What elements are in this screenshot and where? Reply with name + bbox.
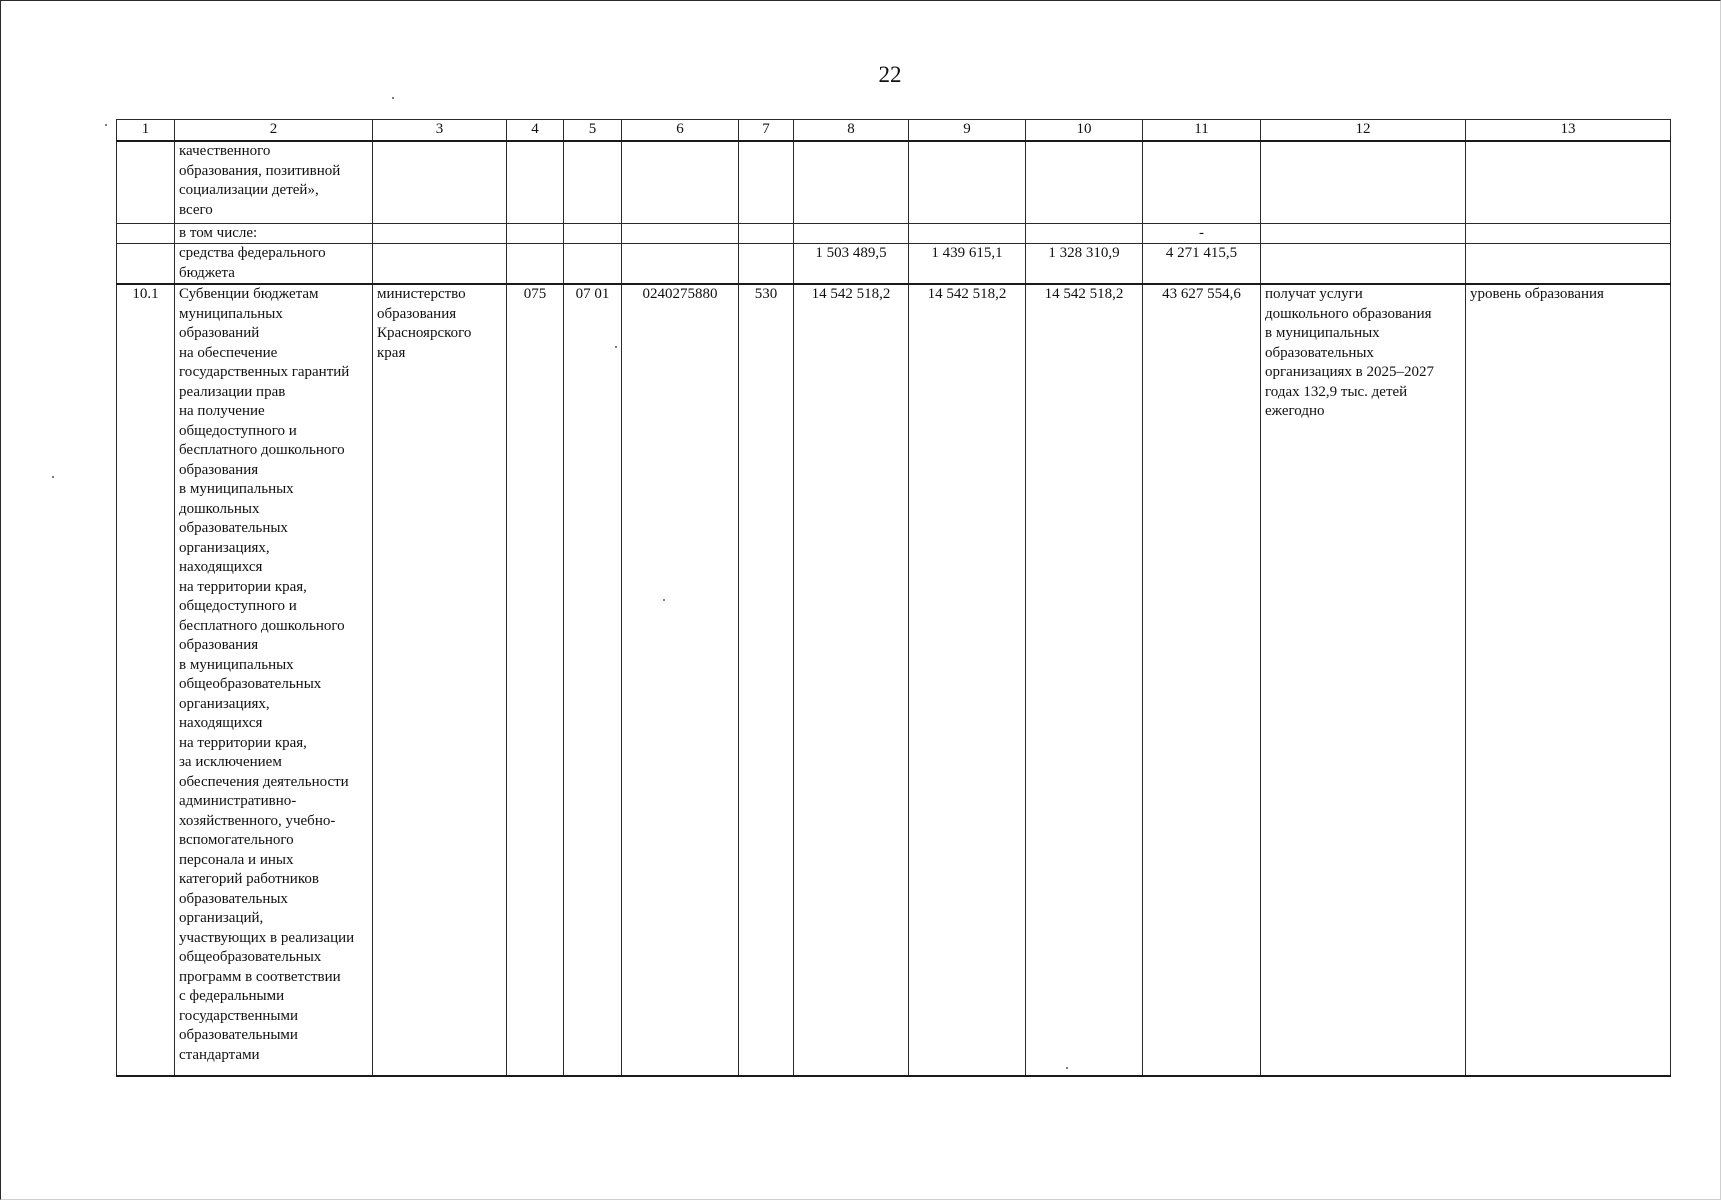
table-cell: [622, 141, 739, 224]
description-line: программ в соответствии: [179, 968, 341, 985]
description-line: бюджета: [179, 264, 235, 281]
amount-2025-cell: 1 503 489,5: [794, 244, 909, 285]
table-cell: [794, 141, 909, 224]
table-cell: [1261, 224, 1466, 244]
description-line: образований: [179, 325, 260, 341]
executor-cell: [373, 284, 507, 1076]
table-cell: [564, 224, 622, 244]
description-line: административно-: [179, 793, 297, 809]
column-header: 6: [622, 120, 739, 142]
table-cell: [564, 244, 622, 285]
description-line: вспомогательного: [179, 832, 294, 848]
table-cell: [373, 244, 507, 285]
scan-speck: [105, 124, 107, 126]
table-cell: [507, 224, 564, 244]
description-line: в муниципальных: [179, 656, 294, 673]
column-header: 5: [564, 120, 622, 142]
program-activities-table: [116, 119, 1671, 1077]
description-line: на обеспечение: [179, 344, 278, 361]
table-cell: [622, 224, 739, 244]
result-line: годах 132,9 тыс. детей: [1265, 383, 1408, 400]
description-line: Субвенции бюджетам: [179, 286, 319, 302]
table-cell: [507, 141, 564, 224]
table-cell: [373, 224, 507, 244]
description-line: персонала и иных: [179, 851, 294, 868]
description-line: реализации прав: [179, 383, 286, 400]
scan-speck: [52, 476, 54, 478]
result-line: организациях в 2025–2027: [1265, 364, 1434, 380]
table-cell: [622, 244, 739, 285]
description-line: организациях,: [179, 539, 270, 556]
executor-line: края: [377, 344, 406, 361]
column-header: 4: [507, 120, 564, 142]
column-header: 3: [373, 120, 507, 142]
table-cell: [1261, 244, 1466, 285]
result-line: дошкольного образования: [1265, 305, 1432, 322]
table-cell: [1466, 224, 1671, 244]
description-cell: [175, 244, 373, 285]
item-number-cell: 10.1: [117, 284, 175, 1076]
table-cell: [117, 141, 175, 224]
result-line: ежегодно: [1265, 403, 1325, 419]
table-header-row: [117, 120, 1671, 142]
expense-type-cell: 530: [739, 284, 794, 1076]
page-number: 22: [878, 62, 902, 87]
description-line: на территории края,: [179, 734, 307, 751]
table-cell: [117, 244, 175, 285]
executor-line: Красноярского: [377, 325, 472, 341]
description-line: муниципальных: [179, 305, 283, 322]
amount-2026-cell: 1 439 615,1: [909, 244, 1026, 285]
administrator-code-cell: 075: [507, 284, 564, 1076]
description-line: государственных гарантий: [179, 364, 350, 380]
column-header: 8: [794, 120, 909, 142]
table-cell: [739, 244, 794, 285]
amount-total-cell: 43 627 554,6: [1143, 284, 1261, 1076]
description-line: участвующих в реализации: [179, 929, 355, 946]
column-header: 13: [1466, 120, 1671, 142]
description-line: обеспечения деятельности: [179, 773, 349, 790]
executor-line: министерство: [377, 286, 466, 302]
table-cell: [373, 141, 507, 224]
description-line: категорий работников: [179, 871, 319, 887]
description-line: образования, позитивной: [179, 162, 341, 179]
indicator-cell: уровень образования: [1466, 284, 1671, 1076]
amount-2025-cell: 14 542 518,2: [794, 284, 909, 1076]
column-header: 11: [1143, 120, 1261, 142]
column-header: 2: [175, 120, 373, 142]
description-line: организациях,: [179, 695, 270, 712]
table-cell: [909, 224, 1026, 244]
description-line: организаций,: [179, 910, 264, 926]
table-row-item-10-1: [117, 284, 1671, 1076]
description-cell: [175, 141, 373, 224]
table-cell: [1143, 141, 1261, 224]
description-line: общедоступного и: [179, 598, 297, 614]
description-line: государственными: [179, 1007, 298, 1024]
table-row-continuation: [117, 141, 1671, 224]
description-line: общеобразовательных: [179, 949, 322, 965]
description-line: средства федерального: [179, 245, 326, 261]
description-line: общедоступного и: [179, 422, 297, 439]
description-line: находящихся: [179, 715, 263, 731]
column-header: 10: [1026, 120, 1143, 142]
table-cell: [507, 244, 564, 285]
table-row-including: [117, 224, 1671, 244]
description-line: на территории края,: [179, 578, 307, 595]
description-line: образовательных: [179, 520, 288, 536]
total-dash-cell: -: [1143, 224, 1261, 244]
table-row-federal-budget: [117, 244, 1671, 285]
amount-2027-cell: 1 328 310,9: [1026, 244, 1143, 285]
description-line: с федеральными: [179, 988, 285, 1004]
table-cell: [1466, 244, 1671, 285]
description-line: социализации детей»,: [179, 182, 319, 198]
description-line: образовательных: [179, 890, 288, 907]
target-article-cell: 0240275880: [622, 284, 739, 1076]
column-header: 7: [739, 120, 794, 142]
description-line: бесплатного дошкольного: [179, 617, 345, 634]
description-line: общеобразовательных: [179, 676, 322, 692]
table-cell: [1261, 141, 1466, 224]
column-header: 12: [1261, 120, 1466, 142]
description-line: за исключением: [179, 754, 282, 770]
table-cell: [739, 141, 794, 224]
table-cell: [564, 141, 622, 224]
description-line: находящихся: [179, 559, 263, 575]
result-line: в муниципальных: [1265, 325, 1380, 341]
result-line: образовательных: [1265, 344, 1374, 361]
description-line: всего: [179, 201, 213, 218]
result-line: получат услуги: [1265, 286, 1363, 302]
description-line: образования: [179, 461, 259, 478]
table-cell: [1466, 141, 1671, 224]
table-cell: [1026, 224, 1143, 244]
description-cell: [175, 284, 373, 1076]
description-line: качественного: [179, 143, 271, 159]
description-line: дошкольных: [179, 500, 260, 517]
table-cell: [794, 224, 909, 244]
amount-2027-cell: 14 542 518,2: [1026, 284, 1143, 1076]
scan-speck: [392, 97, 394, 99]
table-cell: [739, 224, 794, 244]
column-header: 1: [117, 120, 175, 142]
description-line: на получение: [179, 403, 265, 419]
amount-total-cell: 4 271 415,5: [1143, 244, 1261, 285]
description-line: стандартами: [179, 1046, 260, 1063]
amount-2026-cell: 14 542 518,2: [909, 284, 1026, 1076]
description-line: хозяйственного, учебно-: [179, 812, 336, 829]
table-cell: [909, 141, 1026, 224]
section-code-cell: 07 01: [564, 284, 622, 1076]
executor-line: образования: [377, 305, 457, 322]
table-cell: [117, 224, 175, 244]
column-header: 9: [909, 120, 1026, 142]
including-label: в том числе:: [175, 224, 373, 244]
description-line: образовательными: [179, 1027, 298, 1043]
table-cell: [1026, 141, 1143, 224]
description-line: образования: [179, 637, 259, 653]
description-line: бесплатного дошкольного: [179, 442, 345, 458]
description-line: в муниципальных: [179, 481, 294, 497]
expected-result-cell: [1261, 284, 1466, 1076]
